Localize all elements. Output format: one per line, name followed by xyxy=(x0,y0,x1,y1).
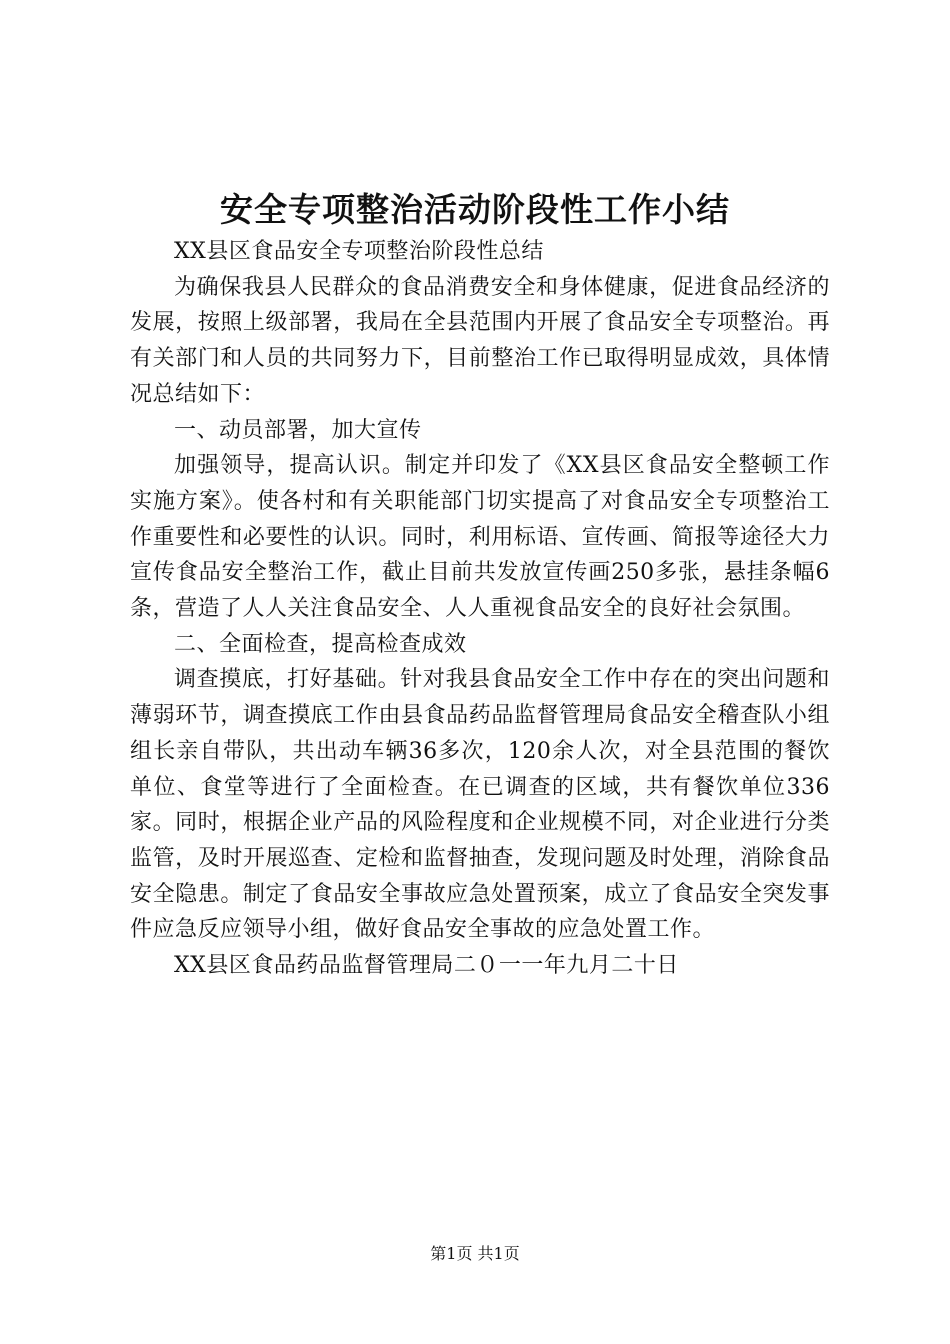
document-title: 安全专项整治活动阶段性工作小结 xyxy=(220,190,730,229)
document-body xyxy=(130,234,830,984)
section-heading-1: 一、动员部署，加大宣传 xyxy=(174,417,422,443)
section-1-paragraph: 加强领导，提高认识。制定并印发了《XX县区食品安全整顿工作实施方案》。使各村和有关职能部门切实提高了对食品安全专项整治工作重要性和必要性的认识。同时，利用标语、宣传画、简报等途径大力宣传食品安全整治工作，截止目前共发放宣传画250多张，悬挂条幅6条，营造了人人关注食品安全、人人重视食品安全的良好社会氛围。 xyxy=(130,453,830,622)
intro-paragraph: 为确保我县人民群众的食品消费安全和身体健康，促进食品经济的发展，按照上级部署，我局在全县范围内开展了食品安全专项整治。再有关部门和人员的共同努力下，目前整治工作已取得明显成效，具体情况总结如下： xyxy=(130,274,830,407)
section-2-paragraph: 调查摸底，打好基础。针对我县食品安全工作中存在的突出问题和薄弱环节，调查摸底工作由县食品药品监督管理局食品安全稽查队小组组长亲自带队，共出动车辆36多次，120余人次，对全县范围的餐饮单位、食堂等进行了全面检查。在已调查的区域，共有餐饮单位336家。同时，根据企业产品的风险程度和企业规模不同，对企业进行分类监管，及时开展巡查、定检和监督抽查，发现问题及时处理，消除食品安全隐患。制定了食品安全事故应急处置预案，成立了食品安全突发事件应急反应领导小组，做好食品安全事故的应急处置工作。 xyxy=(130,667,830,943)
subtitle-paragraph: XX县区食品安全专项整治阶段性总结 xyxy=(174,239,544,264)
section-heading-2: 二、全面检查，提高检查成效 xyxy=(174,631,467,657)
signature-date: XX县区食品药品监督管理局二０一一年九月二十日 xyxy=(174,953,679,979)
page-footer: 第1页 共1页 xyxy=(430,1244,520,1263)
